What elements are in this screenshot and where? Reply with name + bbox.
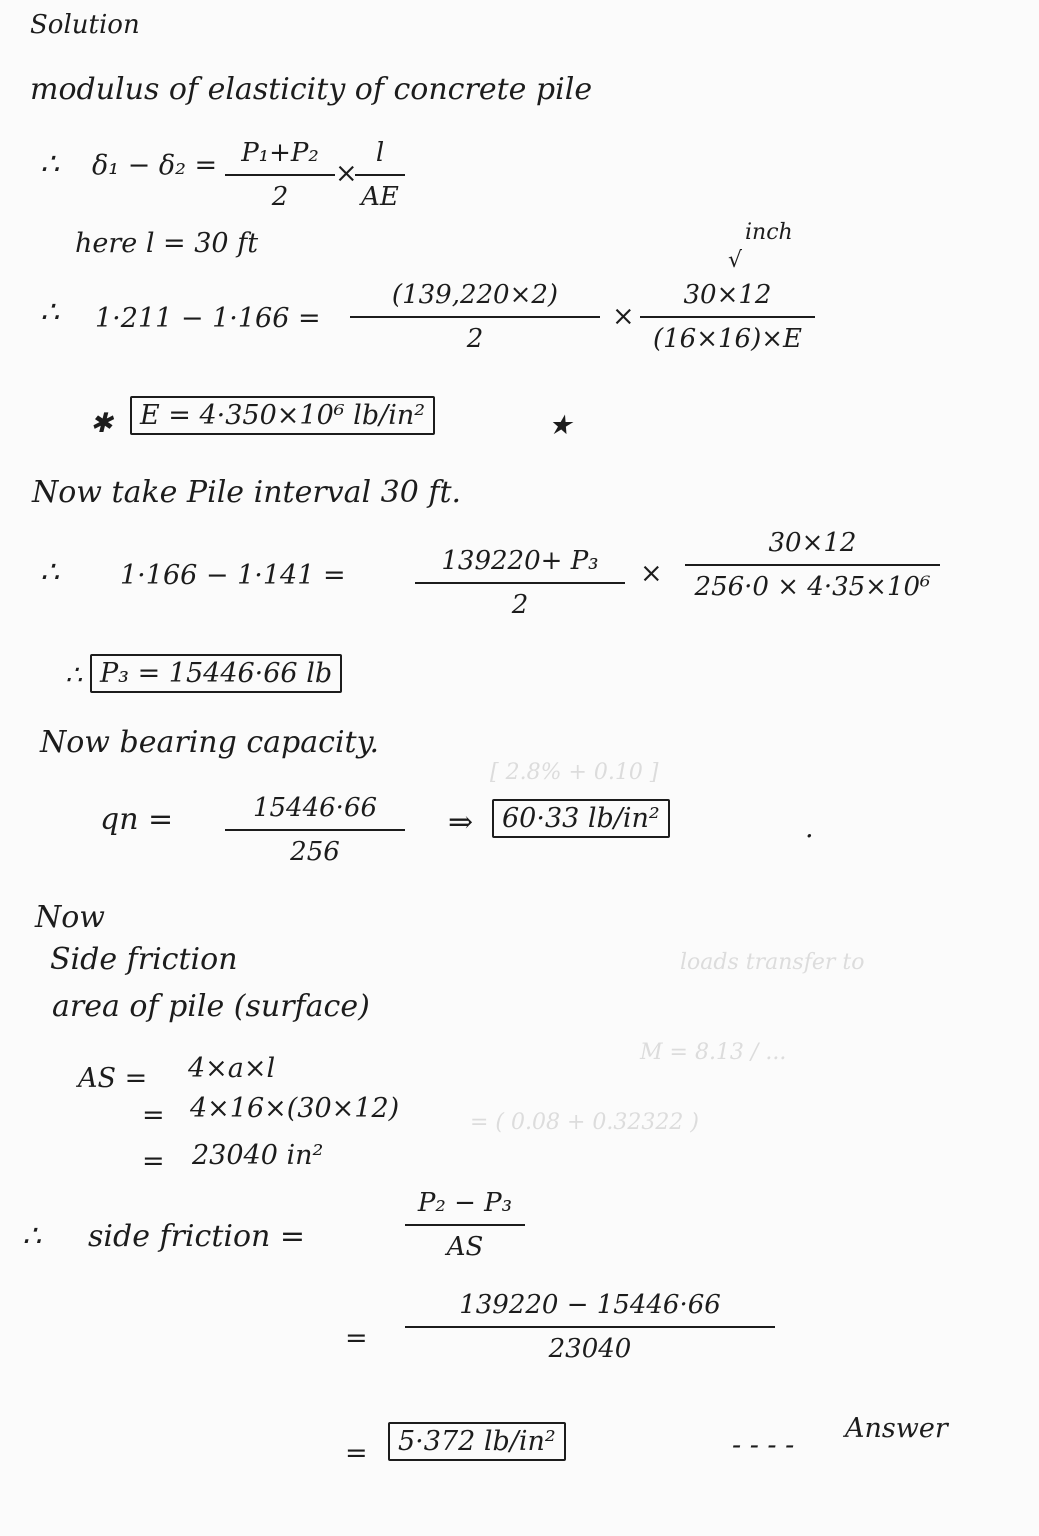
side-friction-result: 5·372 lb/in²: [388, 1422, 566, 1461]
as-label: AS =: [78, 1063, 148, 1094]
bleed-through-text: M = 8.13 / ...: [640, 1040, 787, 1065]
denominator: 256·0 × 4·35×10⁶: [694, 572, 931, 602]
equals-sign: =: [142, 1146, 165, 1177]
p3-result: P₃ = 15446·66 lb: [90, 654, 342, 693]
section-title: Side friction: [50, 942, 238, 977]
section-title: modulus of elasticity of concrete pile: [30, 72, 593, 107]
substitution-lhs: 1·211 − 1·166 =: [95, 303, 321, 334]
period: .: [805, 813, 814, 844]
given-length: here l = 30 ft: [75, 228, 259, 259]
fraction-bar: [355, 174, 405, 176]
times-sign: ×: [335, 158, 358, 189]
fraction: [415, 548, 625, 618]
as-result: 23040 in²: [192, 1140, 324, 1171]
numerator: 30×12: [683, 280, 772, 310]
times-sign: ×: [612, 301, 635, 332]
equals-sign: =: [345, 1438, 368, 1469]
result-box: [130, 402, 435, 429]
star-icon: ★: [548, 410, 573, 441]
fraction: [405, 1292, 775, 1362]
numerator: 30×12: [768, 528, 857, 558]
numerator: l: [375, 138, 385, 168]
fraction: [355, 140, 405, 210]
therefore-symbol: ∴: [40, 147, 60, 182]
result-box: [492, 805, 670, 832]
numerator: 139220 − 15446·66: [459, 1290, 721, 1320]
equals-sign: =: [142, 1100, 165, 1131]
equals-sign: =: [345, 1323, 368, 1354]
dashes: - - - -: [732, 1430, 795, 1461]
therefore-symbol: ∴: [65, 660, 83, 691]
bleed-through-text: = ( 0.08 + 0.32322 ): [470, 1110, 699, 1135]
answer-label: Answer: [845, 1413, 948, 1444]
section-intro: Now take Pile interval 30 ft.: [32, 475, 462, 510]
denominator: 23040: [548, 1334, 632, 1364]
fraction-bar: [405, 1224, 525, 1226]
fraction-bar: [640, 316, 815, 318]
implies-arrow: ⇒: [448, 805, 474, 840]
as-substitution: 4×16×(30×12): [190, 1093, 400, 1124]
bleed-through-text: [ 2.8% + 0.10 ]: [490, 760, 659, 785]
numerator: P₁+P₂: [241, 138, 319, 168]
denominator: 256: [290, 837, 340, 867]
fraction-bar: [225, 174, 335, 176]
heading: Solution: [30, 10, 140, 40]
side-friction-label: side friction =: [88, 1219, 306, 1254]
denominator: (16×16)×E: [652, 324, 802, 354]
fraction-bar: [225, 829, 405, 831]
fraction: [685, 530, 940, 600]
fraction-bar: [350, 316, 600, 318]
as-formula: 4×a×l: [188, 1053, 276, 1084]
modulus-result: E = 4·350×10⁶ lb/in²: [130, 396, 435, 435]
check-mark: √: [728, 248, 743, 273]
numerator: P₂ − P₃: [417, 1188, 513, 1218]
fraction-bar: [415, 582, 625, 584]
numerator: (139,220×2): [391, 280, 559, 310]
fraction: [405, 1190, 525, 1260]
result-box: [388, 1428, 566, 1455]
result-box: [90, 660, 342, 687]
therefore-symbol: ∴: [22, 1219, 42, 1254]
denominator: 2: [511, 590, 529, 620]
fraction-bar: [685, 564, 940, 566]
fraction-bar: [405, 1326, 775, 1328]
fraction: [225, 140, 335, 210]
bleed-through-text: loads transfer to: [680, 950, 865, 975]
fraction: [350, 282, 600, 352]
denominator: AE: [361, 182, 399, 212]
section-intro: Now bearing capacity.: [40, 725, 380, 760]
denominator: 2: [466, 324, 484, 354]
denominator: 2: [271, 182, 289, 212]
section-subtitle: area of pile (surface): [52, 989, 370, 1024]
numerator: 15446·66: [252, 793, 378, 823]
fraction: [640, 282, 815, 352]
denominator: AS: [446, 1232, 484, 1262]
qn-label: qn =: [100, 802, 174, 837]
equation-lhs: 1·166 − 1·141 =: [120, 560, 346, 591]
section-label: Now: [35, 900, 105, 935]
unit-note: inch: [745, 220, 793, 245]
times-sign: ×: [640, 558, 663, 589]
star-icon: ✱: [90, 408, 113, 439]
numerator: 139220+ P₃: [441, 546, 599, 576]
equation-lhs: δ₁ − δ₂ =: [92, 150, 218, 181]
therefore-symbol: ∴: [40, 295, 60, 330]
therefore-symbol: ∴: [40, 555, 60, 590]
fraction: [225, 795, 405, 865]
bearing-capacity-result: 60·33 lb/in²: [492, 799, 670, 838]
